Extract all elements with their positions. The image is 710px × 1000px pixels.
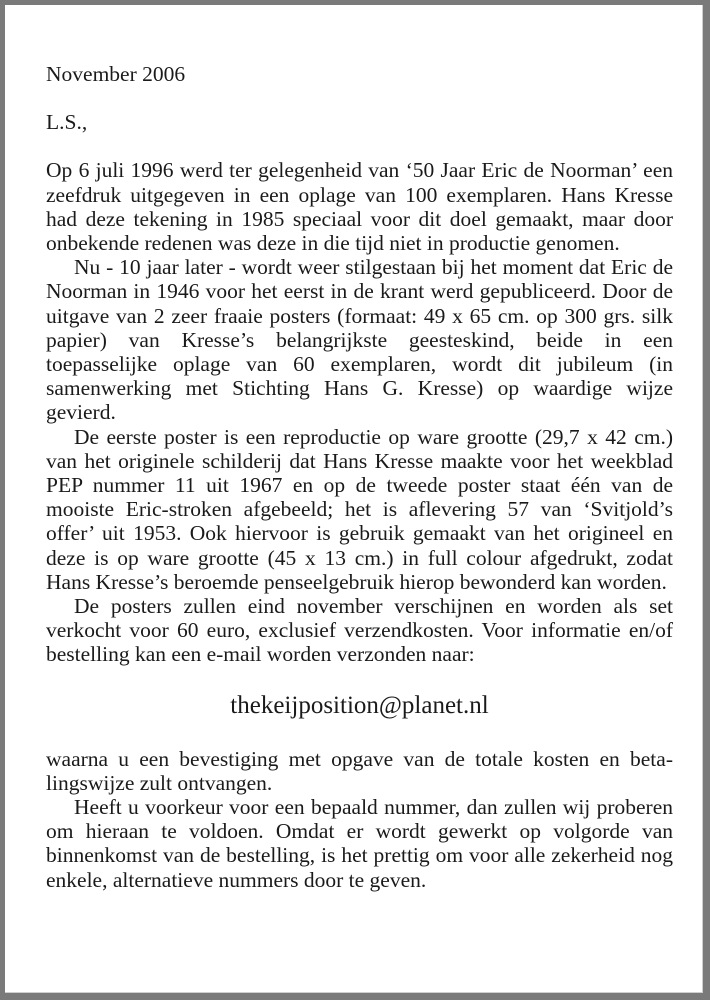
letter-salutation: L.S., xyxy=(46,110,88,135)
email-address[interactable]: thekeijposition@planet.nl xyxy=(230,691,489,719)
paragraph-confirmation: waarna u een bevestiging met opgave van de totale kosten en betalingswijze zult ontvangen. xyxy=(46,746,673,795)
letter-body xyxy=(46,62,673,892)
paragraph-anniversary: Nu - 10 jaar later - wordt weer stilgestaan bij het moment dat Eric de Noorman in 1946 voor het eerst in de krant werd gepubliceerd. Door de uitgave van 2 zeer fraaie posters (formaat: 49 x 65 cm. op 300 grs. silk papier) van Kresse’s belangrijkste geesteskind, beide in een toepasselijke oplage van 60 exemplaren, wordt dit jubileum (in samenwerking met Stichting Hans G. Kresse) op waardige wijze gevierd. xyxy=(46,255,673,425)
letter-date: November 2006 xyxy=(46,62,186,86)
paragraph-intro: Op 6 juli 1996 werd ter gelegenheid van ‘50 Jaar Eric de Noorman’ een zeefdruk uitgegeven in een oplage van 100 exemplaren. Hans Kresse had deze tekening in 1985 speciaal voor dit doel gemaakt, maar door onbekende redenen was deze in die tijd niet in productie genomen. xyxy=(46,158,673,256)
paragraph-ordering: De posters zullen eind november verschijnen en worden als set verkocht voor 60 euro, exclusief verzendkosten. Voor informatie en/of bestelling kan een e-mail worden verzonden naar: xyxy=(46,594,673,667)
letter-page xyxy=(5,5,703,993)
paragraph-posters: De eerste poster is een reproductie op ware grootte (29,7 x 42 cm.) van het originele schilderij dat Hans Kresse maakte voor het weekblad PEP nummer 11 uit 1967 en op de tweede poster staat één van de mooiste Eric-stroken afgebeeld; het is aflevering 57 van ‘Svitjold’s offer’ uit 1953. Ook hiervoor is gebruik gemaakt van het origineel en deze is op ware grootte (45 x 13 cm.) in full colour afgedrukt, zodat Hans Kresse’s beroemde penseelgebruik hierop bewonderd kan worden. xyxy=(46,424,673,594)
paragraph-preference: Heeft u voorkeur voor een bepaald nummer, dan zullen wij proberen om hieraan te voldoen. Omdat er wordt gewerkt op volgorde van binnenkomst van de bestelling, is het prettig om voor alle zekerheid nog enkele, alternatieve nummers door te geven. xyxy=(46,795,673,892)
